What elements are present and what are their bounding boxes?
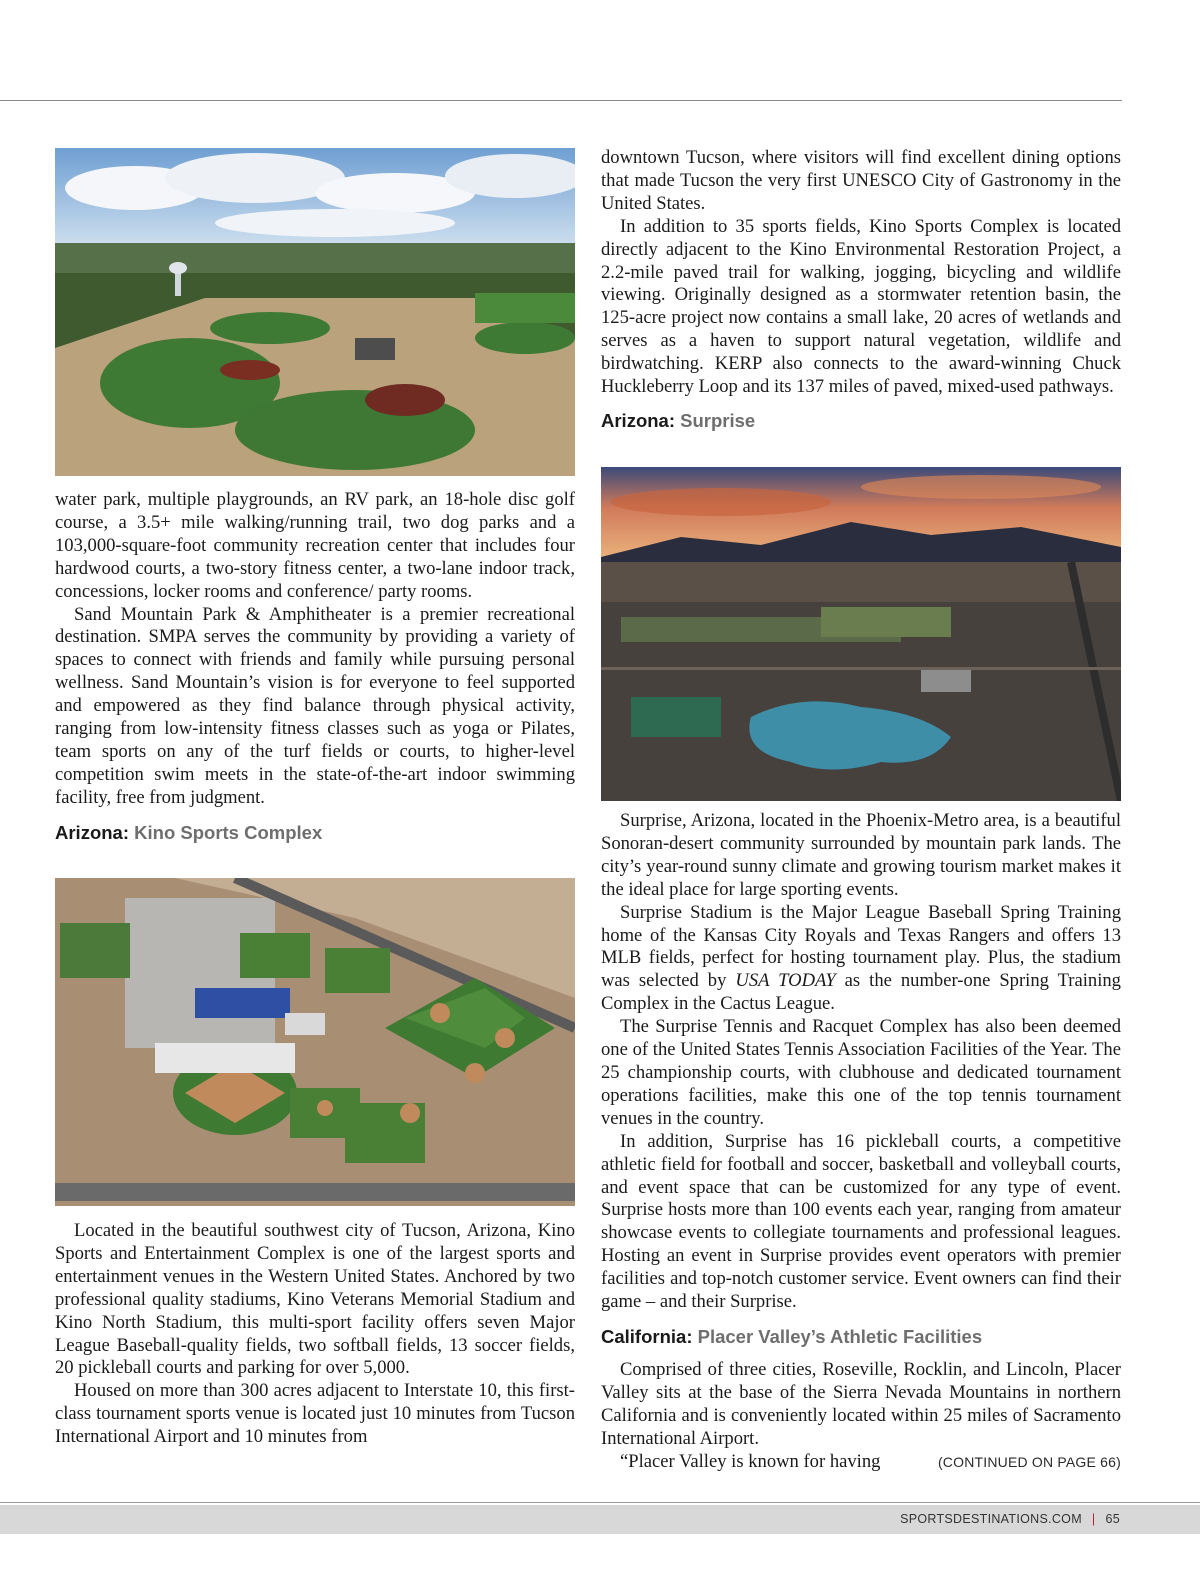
surprise-aerial-photo xyxy=(601,467,1121,801)
surprise-paragraph-1: Surprise, Arizona, located in the Phoenix-Metro area, is a beautiful Sonoran-desert community surrounded by mountain park lands. The city’s year-round sunny climate and growing tourism market makes it the ideal place for large sporting events. xyxy=(601,810,1121,900)
kino-heading xyxy=(55,821,575,845)
placer-heading-place: Placer Valley’s Athletic Facilities xyxy=(697,1325,983,1347)
placer-heading xyxy=(601,1325,1121,1349)
kino-heading-state: Arizona: xyxy=(55,821,129,843)
usa-today-title: USA TODAY xyxy=(735,970,836,992)
placer-paragraph-2-text: “Placer Valley is known for having xyxy=(620,1450,881,1472)
surprise-heading-place: Surprise xyxy=(680,409,756,431)
top-rule xyxy=(0,100,1122,101)
surprise-heading-state: Arizona: xyxy=(601,409,675,431)
placer-paragraph-1: Comprised of three cities, Roseville, Rocklin, and Lincoln, Placer Valley sits at the base of the Sierra Nevada Mountains in northern California and is conveniently located within 25 miles of Sacramento International Airport. xyxy=(601,1358,1121,1449)
sand-mountain-aerial-photo xyxy=(55,148,575,476)
kino-sports-complex-aerial-photo xyxy=(55,878,575,1206)
page-number: 65 xyxy=(1105,1512,1120,1526)
surprise-paragraph-3: The Surprise Tennis and Racquet Complex has also been deemed one of the United States Tennis Association Facilities of the Year. The 25 championship courts, with clubhouse and dedicated tournament operations facilities, make this one of the top tennis tournament venues in the country. xyxy=(601,1016,1121,1129)
surprise-paragraph-2-end: as the number-one Spring Training Complex in the Cactus League. xyxy=(601,970,1121,1015)
footer-site[interactable]: SPORTSDESTINATIONS.COM xyxy=(900,1512,1082,1526)
surprise-paragraph-4: In addition, Surprise has 16 pickleball courts, a competitive athletic field for football and soccer, basketball and volleyball courts, and event space that can be customized for any type of event. Surprise hosts more than 100 events each year, ranging from amateur showcase events to collegiate tournaments and professional leagues. Hosting an event in Surprise provides event operators with premier facilities and top-notch customer service. Event owners can find their game – and their Surprise. xyxy=(601,1130,1121,1313)
footer-separator: | xyxy=(1091,1512,1096,1526)
kino-paragraph-2: Housed on more than 300 acres adjacent to Interstate 10, this first-class tournament sports venue is located just 10 minutes from Tucson International Airport and 10 minutes from xyxy=(55,1380,575,1448)
surprise-paragraph-2 xyxy=(601,902,1121,1017)
sand-mountain-amenities-text: water park, multiple playgrounds, an RV park, an 18-hole disc golf course, a 3.5+ mile walking/running trail, two dog parks and a 103,000-square-foot community recreation center that includes four hardwood courts, a two-story fitness center, a two-lane indoor track, concessions, locker rooms and conference/ party rooms. xyxy=(55,489,575,602)
continued-on-page-link[interactable]: (CONTINUED ON PAGE 66) xyxy=(937,1453,1121,1470)
surprise-paragraph-2-start: Surprise Stadium is the Major League Baseball Spring Training home of the Kansas City Royals and Texas Rangers and offers 13 MLB fields, perfect for hosting tournament play. Plus, the stadium was selected by xyxy=(601,901,1121,992)
smpa-paragraph: Sand Mountain Park & Amphitheater is a premier recreational destination. SMPA serves the community by providing a variety of spaces to connect with friends and family while pursuing personal wellness. Sand Mountain’s vision is for everyone to feel supported and empowered as they find balance through physical activity, ranging from low-intensity fitness classes such as yoga or Pilates, team sports on any of the turf fields or courts, to higher-level competition swim meets in the state-of-the-art indoor swimming facility, free from judgment. xyxy=(55,603,575,808)
kino-paragraph-1: Located in the beautiful southwest city of Tucson, Arizona, Kino Sports and Entertainment Complex is one of the largest sports and entertainment venues in the Western United States. Anchored by two professional quality stadiums, Kino Veterans Memorial Stadium and Kino North Stadium, this multi-sport facility offers seven Major League Baseball-quality fields, two softball fields, 13 soccer fields, 20 pickleball courts and parking for over 5,000. xyxy=(55,1220,575,1379)
footer xyxy=(900,1512,1120,1526)
surprise-heading xyxy=(601,409,1121,433)
kino-continued-text: downtown Tucson, where visitors will find excellent dining options that made Tucson the very first UNESCO City of Gastronomy in the United States. xyxy=(601,147,1121,214)
footer-rule xyxy=(0,1502,1200,1503)
kino-paragraph-3: In addition to 35 sports fields, Kino Sports Complex is located directly adjacent to the Kino Environmental Restoration Project, a 2.2-mile paved trail for walking, jogging, bicycling and wildlife viewing. Originally designed as a stormwater retention basin, the 125-acre project now contains a small lake, 20 acres of wetlands and serves as a haven to support natural vegetation, wildlife and birdwatching. KERP also connects to the award-winning Chuck Huckleberry Loop and its 137 miles of paved, mixed-used pathways. xyxy=(601,215,1121,398)
placer-paragraph-2 xyxy=(601,1451,1121,1474)
placer-heading-state: California: xyxy=(601,1325,693,1347)
kino-heading-place: Kino Sports Complex xyxy=(134,821,323,843)
